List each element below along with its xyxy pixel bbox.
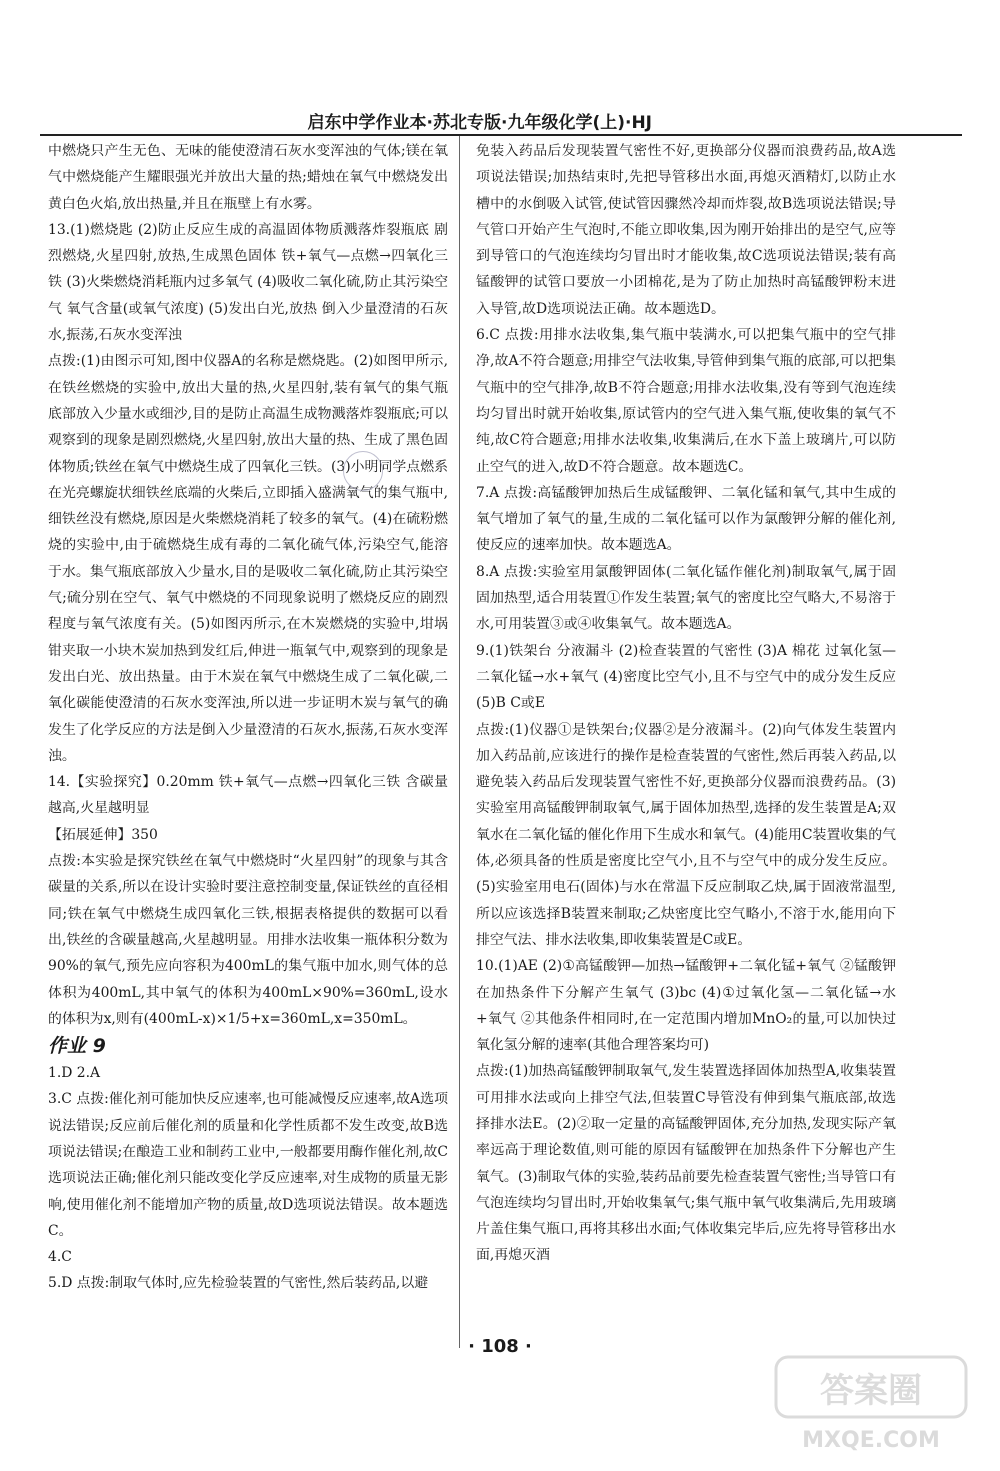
left-column: [48, 138, 448, 1297]
watermark-logo: [768, 1347, 978, 1457]
left-paragraph-5: 【拓展延伸】350: [48, 826, 158, 843]
left-paragraph-2: 13.(1)燃烧匙 (2)防止反应生成的高温固体物质溅落炸裂瓶底 剧烈燃烧,火星四射,放热,生成黑色固体 铁+氧气—点燃→四氧化三铁 (3)火柴燃烧消耗瓶内过多氧气 (4)吸收二氧化硫,防止其污染空气 氧气含量(或氧气浓度) (5)发出白光,放热 倒入少量澄清的石灰水,振荡,石灰水变浑浊: [48, 221, 448, 344]
left-paragraph-9: 3.C 点拨:催化剂可能加快反应速率,也可能减慢反应速率,故A选项说法错误;反应前后催化剂的质量和化学性质都不发生改变,故B选项说法错误;在酿造工业和制药工业中,一般都要用酶作催化剂,故C选项说法正确;催化剂只能改变化学反应速率,对生成物的质量无影响,使用催化剂不能增加产物的质量,故D选项说法错误。故本题选C。: [48, 1091, 448, 1239]
ink-stamp: [343, 451, 383, 491]
right-paragraph-5: 9.(1)铁架台 分液漏斗 (2)检查装置的气密性 (3)A 棉花 过氧化氢—二氧化锰→水+氧气 (4)密度比空气小,且不与空气中的成分发生反应 (5)B C或E: [476, 642, 896, 712]
svg-text:答案圈: 答案圈: [820, 1371, 922, 1411]
right-paragraph-4: 8.A 点拨:实验室用氯酸钾固体(二氧化锰作催化剂)制取氧气,属于固固加热型,适合用装置①作发生装置;氧气的密度比空气略大,不易溶于水,可用装置③或④收集氧气。故本题选A。: [476, 563, 896, 633]
right-paragraph-7: 10.(1)AE (2)①高锰酸钾—加热→锰酸钾+二氧化锰+氧气 ②锰酸钾在加热条件下分解产生氧气 (3)bc (4)①过氧化氢—二氧化锰→水+氧气 ②其他条件相同时,在一定范围内增加MnO₂的量,可以加快过氧化氢分解的速率(其他合理答案均可): [476, 958, 896, 1054]
left-paragraph-4: 14.【实验探究】0.20mm 铁+氧气—点燃→四氧化三铁 含碳量越高,火星越明显: [48, 774, 448, 817]
left-paragraph-10: 4.C: [48, 1249, 72, 1266]
right-paragraph-8: 点拨:(1)加热高锰酸钾制取氧气,发生装置选择固体加热型A,收集装置可用排水法或向上排空气法,但装置C导管没有伸到集气瓶底部,故选择排水法E。(2)②取一定量的高锰酸钾固体,充分加热,发现实际产氧率远高于理论数值,则可能的原因有锰酸钾在加热条件下分解也产生氧气。(3)制取气体的实验,装药品前要先检查装置气密性;当导管口有气泡连续均匀冒出时,开始收集氧气;集气瓶中氧气收集满后,先用玻璃片盖住集气瓶口,再将其移出水面;气体收集完毕后,应先将导管移出水面,再熄灭酒: [476, 1063, 896, 1264]
left-paragraph-6: 点拨:本实验是探究铁丝在氧气中燃烧时“火星四射”的现象与其含碳量的关系,所以在设计实验时要注意控制变量,保证铁丝的直径相同;铁在氧气中燃烧生成四氧化三铁,根据表格提供的数据可以看出,铁丝的含碳量越高,火星越明显。用排水法收集一瓶体积分数为90%的氧气,预先应向容积为400mL的集气瓶中加水,则气体的总体积为400mL,其中氧气的体积为400mL×90%=360mL,设水的体积为x,则有(400mL-x)×1/5+x=360mL,x=350mL。: [48, 853, 448, 1027]
svg-text:MXQE.COM: MXQE.COM: [802, 1428, 940, 1453]
right-paragraph-1: 免装入药品后发现装置气密性不好,更换部分仪器而浪费药品,故A选项说法错误;加热结束时,先把导管移出水面,再熄灭酒精灯,以防止水槽中的水倒吸入试管,使试管因骤然冷却而炸裂,故B选项说法错误;导气管口开始产生气泡时,不能立即收集,因为刚开始排出的是空气,应等到导管口的气泡连续均匀冒出时才能收集,故C选项说法错误;装有高锰酸钾的试管口要放一小团棉花,是为了防止加热时高锰酸钾粉末进入导管,故D选项说法正确。故本题选D。: [476, 143, 896, 317]
left-paragraph-11: 5.D 点拨:制取气体时,应先检验装置的气密性,然后装药品,以避: [48, 1275, 429, 1292]
column-divider: [459, 136, 460, 1348]
right-paragraph-2: 6.C 点拨:用排水法收集,集气瓶中装满水,可以把集气瓶中的空气排净,故A不符合题意;用排空气法收集,导管伸到集气瓶的底部,可以把集气瓶中的空气排净,故B不符合题意;用排水法收集,没有等到气泡连续均匀冒出时就开始收集,原试管内的空气进入集气瓶,使收集的氧气不纯,故C符合题意;用排水法收集,收集满后,在水下盖上玻璃片,可以防止空气的进入,故D不符合题意。故本题选C。: [476, 327, 896, 475]
left-paragraph-8: 1.D 2.A: [48, 1065, 101, 1082]
page-number: · 108 ·: [468, 1336, 532, 1357]
running-header: 启东中学作业本·苏北专版·九年级化学(上)·HJ: [307, 113, 652, 133]
right-paragraph-3: 7.A 点拨:高锰酸钾加热后生成锰酸钾、二氧化锰和氧气,其中生成的氧气增加了氧气的量,生成的二氧化锰可以作为氯酸钾分解的催化剂,使反应的速率加快。故本题选A。: [476, 484, 896, 554]
section-heading: 作业 9: [48, 1035, 106, 1058]
header-rule: [40, 134, 962, 136]
left-paragraph-1: 中燃烧只产生无色、无味的能使澄清石灰水变浑浊的气体;镁在氧气中燃烧能产生耀眼强光并放出大量的热;蜡烛在氧气中燃烧发出黄白色火焰,放出热量,并且在瓶壁上有水雾。: [48, 143, 448, 212]
right-paragraph-6: 点拨:(1)仪器①是铁架台;仪器②是分液漏斗。(2)向气体发生装置内加入药品前,应该进行的操作是检查装置的气密性,然后再装入药品,以避免装入药品后发现装置气密性不好,更换部分仪器而浪费药品。(3)实验室用高锰酸钾制取氧气,属于固体加热型,选择的发生装置是A;双氧水在二氧化锰的催化作用下生成水和氧气。(4)能用C装置收集的气体,必须具备的性质是密度比空气小,且不与空气中的成分发生反应。(5)实验室用电石(固体)与水在常温下反应制取乙炔,属于固液常温型,所以应该选择B装置来制取;乙炔密度比空气略小,不溶于水,能用向下排空气法、排水法收集,即收集装置是C或E。: [476, 721, 896, 948]
right-column: [476, 138, 896, 1269]
left-paragraph-3: 点拨:(1)由图示可知,图中仪器A的名称是燃烧匙。(2)如图甲所示,在铁丝燃烧的实验中,放出大量的热,火星四射,装有氧气的集气瓶底部放入少量水或细沙,目的是防止高温生成物溅落炸裂瓶底;可以观察到的现象是剧烈燃烧,火星四射,放出大量的热、生成了黑色固体物质;铁丝在氧气中燃烧生成了四氧化三铁。(3)小明同学点燃系在光亮螺旋状细铁丝底端的火柴后,立即插入盛满氧气的集气瓶中,细铁丝没有燃烧,原因是火柴燃烧消耗了较多的氧气。(4)在硫粉燃烧的实验中,由于硫燃烧生成有毒的二氧化硫气体,污染空气,能溶于水。集气瓶底部放入少量水,目的是吸收二氧化硫,防止其污染空气;硫分别在空气、氧气中燃烧的不同现象说明了燃烧反应的剧烈程度与氧气浓度有关。(5)如图丙所示,在木炭燃烧的实验中,坩埚钳夹取一小块木炭加热到发红后,伸进一瓶氧气中,观察到的现象是发出白光、放出热量。由于木炭在氧气中燃烧生成了二氧化碳,二氧化碳能使澄清的石灰水变浑浊,所以进一步证明木炭与氧气的确发生了化学反应的方法是倒入少量澄清的石灰水,振荡,石灰水变浑浊。: [48, 353, 448, 764]
